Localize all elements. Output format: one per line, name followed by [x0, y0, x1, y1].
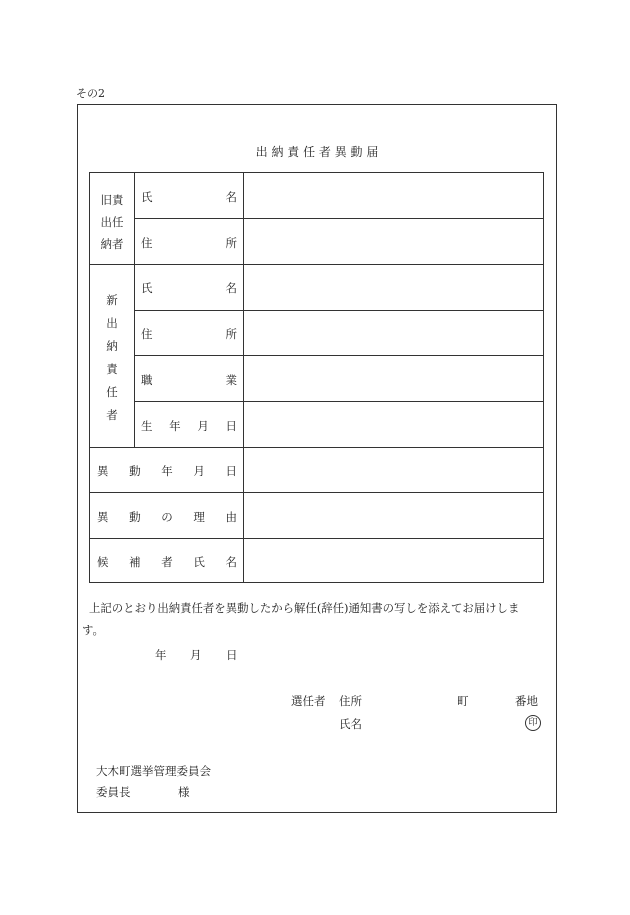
row-divider: [134, 310, 544, 311]
seal-mark: [525, 714, 541, 731]
addressee-honorific: 様: [178, 785, 190, 799]
old-address-label: 住 所: [141, 236, 237, 250]
row-divider: [90, 447, 544, 448]
candidate-name-label: 候 補 者 氏 名: [97, 555, 237, 569]
appointer-name-label: 氏名: [339, 717, 362, 731]
change-date-label: 異 動 年 月 日: [97, 464, 237, 478]
date-day-label: 日: [226, 648, 238, 662]
lot-number-label: 番地: [515, 694, 538, 708]
row-divider: [134, 355, 544, 356]
new-occupation-label: 職 業: [141, 373, 237, 387]
new-birthdate-label: 生 年 月 日: [141, 419, 237, 433]
column-divider: [134, 173, 135, 447]
row-divider: [134, 401, 544, 402]
old-officer-group-label: 旧責 出任 納者: [100, 193, 124, 251]
row-divider: [134, 218, 544, 219]
new-address-label: 住 所: [141, 327, 237, 341]
page-number-label: その2: [76, 87, 105, 100]
change-reason-label: 異 動 の 理 由: [97, 510, 237, 524]
column-divider: [243, 173, 244, 583]
row-divider: [90, 492, 544, 493]
addressee-committee: 大木町選挙管理委員会: [96, 764, 211, 778]
date-year-label: 年: [155, 648, 167, 662]
new-officer-group-label: 新 出 納 責 任 者: [106, 293, 118, 422]
form-table: [89, 172, 544, 583]
appointer-address-label: 住所: [339, 694, 362, 708]
addressee-chair: 委員長: [96, 785, 131, 799]
new-name-label: 氏 名: [141, 281, 237, 295]
appointer-label: 選任者: [291, 694, 326, 708]
row-divider: [90, 264, 544, 265]
old-name-label: 氏 名: [141, 190, 237, 204]
row-divider: [90, 538, 544, 539]
town-label: 町: [457, 694, 469, 708]
seal-icon: 印: [525, 715, 541, 731]
document-title: 出 納 責 任 者 異 動 届: [255, 145, 379, 159]
statement-line-2: す。: [82, 623, 104, 637]
date-month-label: 月: [190, 648, 202, 662]
statement-line-1: 上記のとおり出納責任者を異動したから解任(辞任)通知書の写しを添えてお届けしま: [89, 601, 520, 615]
